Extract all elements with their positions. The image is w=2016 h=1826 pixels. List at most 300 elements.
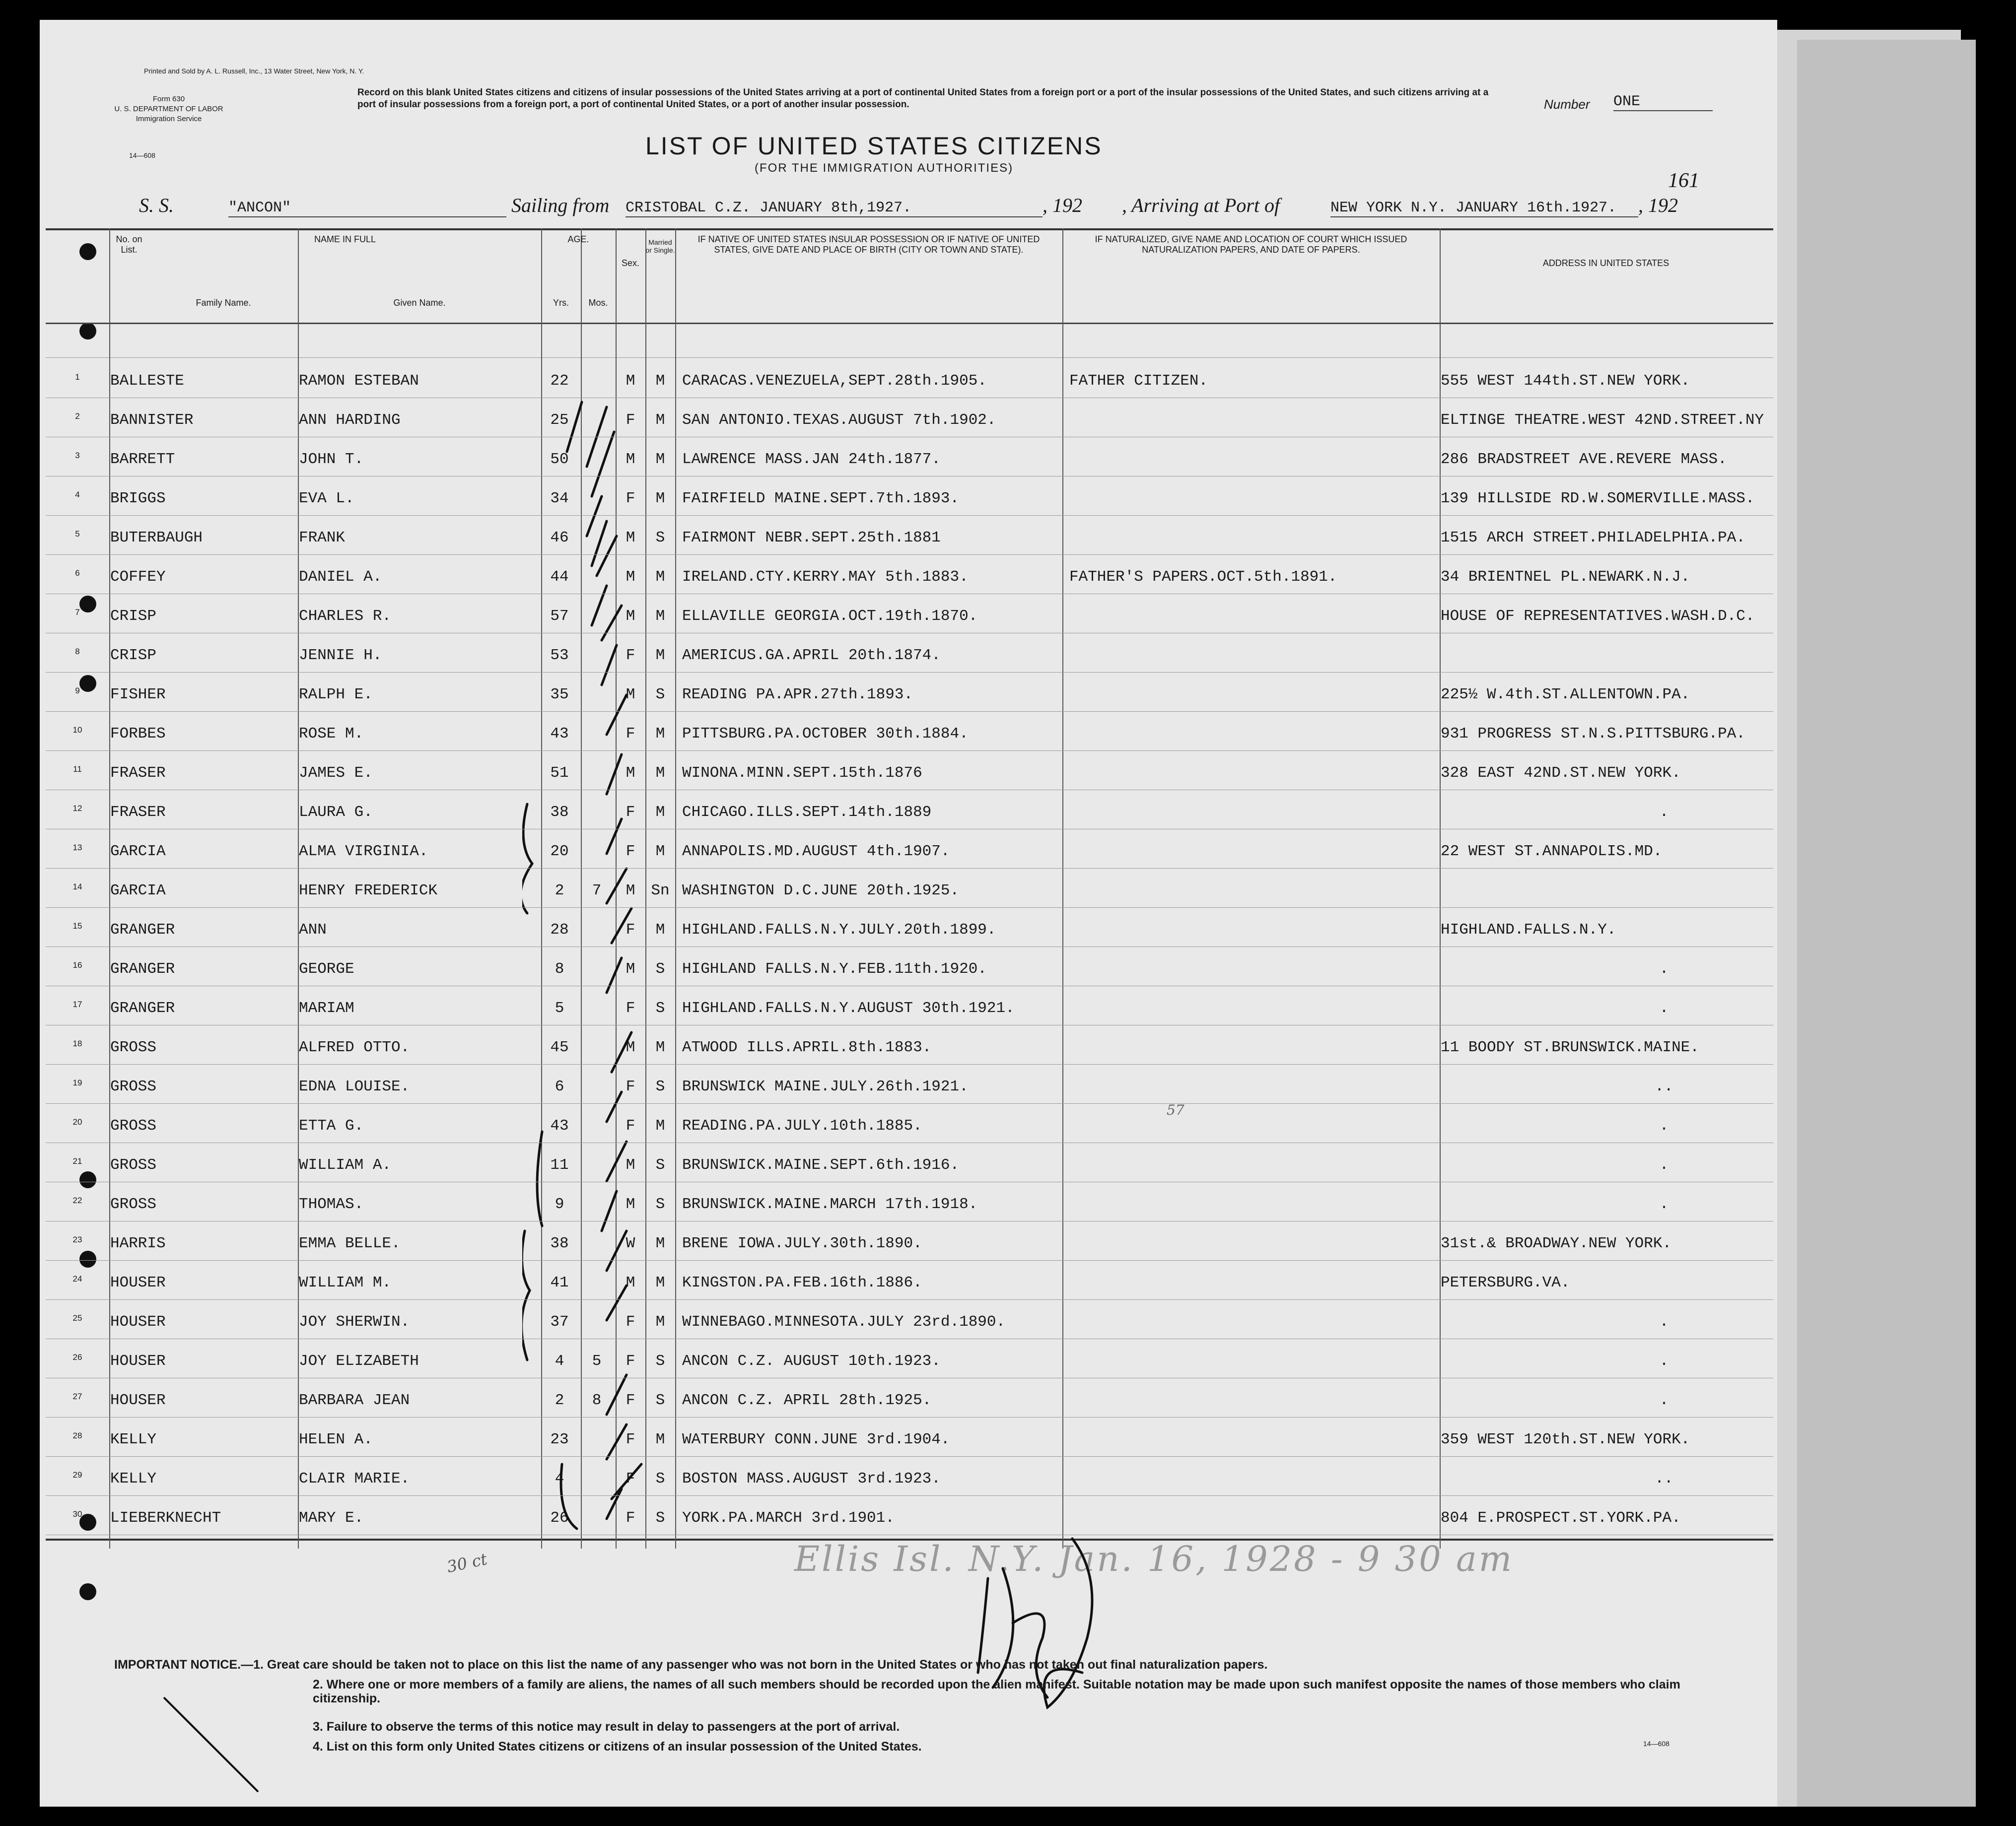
cell-yrs: 28 — [550, 921, 569, 939]
cell-given: MARIAM — [299, 1000, 354, 1017]
cell-given: HELEN A. — [299, 1431, 373, 1448]
department: U. S. DEPARTMENT OF LABOR — [114, 105, 223, 113]
cell-no: 4 — [75, 490, 80, 499]
cell-family: GARCIA — [110, 843, 166, 860]
cell-given: ALFRED OTTO. — [299, 1039, 410, 1056]
cell-no: 23 — [72, 1235, 82, 1244]
cell-given: ROSE M. — [299, 725, 364, 743]
cell-addr: 804 E.PROSPECT.ST.YORK.PA. — [1441, 1509, 1681, 1527]
form-subtitle: (FOR THE IMMIGRATION AUTHORITIES) — [755, 161, 1014, 175]
col-header-given: Given Name. — [393, 298, 446, 308]
cell-ms: M — [655, 764, 665, 782]
cell-addr: . — [1659, 1156, 1669, 1174]
cell-family: HOUSER — [110, 1313, 166, 1331]
row-rule — [46, 554, 1773, 555]
page-number: 161 — [1668, 169, 1699, 192]
cell-ms: S — [655, 960, 665, 978]
printer-line: Printed and Sold by A. L. Russell, Inc., 13 Water Street, New York, N. Y. — [144, 67, 364, 75]
cell-addr: 359 WEST 120th.ST.NEW YORK. — [1441, 1431, 1690, 1448]
cell-addr: ELTINGE THEATRE.WEST 42ND.STREET.NY — [1441, 411, 1764, 429]
cell-yrs: 51 — [550, 764, 569, 782]
cell-no: 14 — [72, 882, 82, 891]
cell-family: HOUSER — [110, 1274, 166, 1291]
form-number: Form 630 — [152, 95, 185, 103]
cell-no: 27 — [72, 1392, 82, 1401]
col-header-mos: Mos. — [588, 298, 608, 308]
cell-ms: M — [655, 725, 665, 743]
footer-code: 14—608 — [1643, 1740, 1669, 1748]
cell-no: 13 — [72, 843, 82, 852]
cell-yrs: 4 — [555, 1353, 564, 1370]
cell-given: WILLIAM A. — [299, 1156, 392, 1174]
cell-sex: F — [626, 804, 635, 821]
cell-yrs: 41 — [550, 1274, 569, 1291]
cell-birth: BRUNSWICK MAINE.JULY.26th.1921. — [682, 1078, 969, 1095]
cell-ms: M — [655, 921, 665, 939]
cell-sex: F — [626, 647, 635, 664]
cell-no: 24 — [72, 1274, 82, 1284]
notice-heading: IMPORTANT NOTICE. — [114, 1658, 241, 1672]
number-value: ONE — [1613, 93, 1713, 111]
cell-addr: . — [1659, 1353, 1669, 1370]
cell-sex: M — [626, 451, 635, 468]
cell-family: COFFEY — [110, 568, 166, 586]
cell-birth: BOSTON MASS.AUGUST 3rd.1923. — [682, 1470, 941, 1488]
cell-mos: 8 — [592, 1392, 602, 1409]
cell-addr: 1515 ARCH STREET.PHILADELPHIA.PA. — [1441, 529, 1745, 546]
cell-addr: 286 BRADSTREET AVE.REVERE MASS. — [1441, 451, 1727, 468]
col-header-married-single: Married or Single. — [645, 238, 675, 254]
cell-ms: M — [655, 411, 665, 429]
cell-given: JOHN T. — [299, 451, 364, 468]
cell-family: GROSS — [110, 1156, 157, 1174]
cell-birth: SAN ANTONIO.TEXAS.AUGUST 7th.1902. — [682, 411, 996, 429]
cell-addr: . — [1659, 1117, 1669, 1135]
cell-ms: S — [655, 1078, 665, 1095]
cell-given: EVA L. — [299, 490, 354, 507]
cell-yrs: 22 — [550, 372, 569, 390]
cell-yrs: 25 — [550, 411, 569, 429]
cell-sex: F — [626, 1313, 635, 1331]
cell-no: 28 — [72, 1431, 82, 1440]
cell-addr: .. — [1655, 1470, 1673, 1488]
cell-ms: S — [655, 1353, 665, 1370]
cell-ms: M — [655, 1117, 665, 1135]
cell-sex: M — [626, 1156, 635, 1174]
cell-no: 10 — [72, 725, 82, 735]
cell-addr: . — [1659, 804, 1669, 821]
cell-given: ALMA VIRGINIA. — [299, 843, 428, 860]
pen-stroke — [154, 1688, 283, 1807]
cell-sex: F — [626, 1431, 635, 1448]
cell-family: GRANGER — [110, 921, 175, 939]
cell-addr: . — [1659, 1313, 1669, 1331]
cell-sex: M — [626, 372, 635, 390]
cell-addr: 34 BRIENTNEL PL.NEWARK.N.J. — [1441, 568, 1690, 586]
cell-no: 6 — [75, 568, 80, 578]
cell-ms: M — [655, 1313, 665, 1331]
record-instructions: Record on this blank United States citizens and citizens of insular possessions of the United States arriving at a port of continental United States from a foreign port or a port of the insular possessions of the United States, and such citizens arriving at a port of insular possessions from a foreign port, a port of continental United States, or a port of another insular possession. — [357, 87, 1489, 110]
cell-given: FRANK — [299, 529, 346, 546]
cell-ms: M — [655, 451, 665, 468]
cell-given: RALPH E. — [299, 686, 373, 703]
cell-yrs: 2 — [555, 882, 564, 899]
cell-sex: F — [626, 1353, 635, 1370]
cell-birth: FAIRMONT NEBR.SEPT.25th.1881 — [682, 529, 941, 546]
cell-mos: 7 — [592, 882, 602, 899]
col-header-name-in-full: NAME IN FULL — [314, 234, 376, 244]
row-rule — [46, 1417, 1773, 1418]
cell-yrs: 38 — [550, 804, 569, 821]
cell-no: 19 — [72, 1078, 82, 1087]
cell-addr: . — [1659, 1196, 1669, 1213]
cell-given: MARY E. — [299, 1509, 364, 1527]
manifest-sheet — [40, 20, 1777, 1807]
cell-sex: M — [626, 764, 635, 782]
col-header-address: ADDRESS IN UNITED STATES — [1542, 258, 1669, 268]
cell-sex: F — [626, 1117, 635, 1135]
cell-family: GARCIA — [110, 882, 166, 899]
service: Immigration Service — [136, 115, 202, 123]
cell-birth: WATERBURY CONN.JUNE 3rd.1904. — [682, 1431, 950, 1448]
cell-family: GROSS — [110, 1196, 157, 1213]
year-1: , 192 — [1043, 194, 1082, 216]
cell-given: WILLIAM M. — [299, 1274, 392, 1291]
cell-yrs: 5 — [555, 1000, 564, 1017]
cell-yrs: 43 — [550, 1117, 569, 1135]
cell-birth: WINONA.MINN.SEPT.15th.1876 — [682, 764, 922, 782]
cell-family: FISHER — [110, 686, 166, 703]
row-rule — [46, 711, 1773, 712]
cell-birth: READING.PA.JULY.10th.1885. — [682, 1117, 922, 1135]
cell-given: LAURA G. — [299, 804, 373, 821]
row-rule — [46, 750, 1773, 751]
cell-ms: M — [655, 1235, 665, 1252]
cell-ms: S — [655, 1392, 665, 1409]
cell-sex: W — [626, 1235, 635, 1252]
cell-birth: ATWOOD ILLS.APRIL.8th.1883. — [682, 1039, 932, 1056]
cell-sex: F — [626, 411, 635, 429]
cell-given: ANN — [299, 921, 327, 939]
cell-sex: M — [626, 882, 635, 899]
cell-ms: M — [655, 1039, 665, 1056]
cell-ms: M — [655, 647, 665, 664]
cell-family: GROSS — [110, 1078, 157, 1095]
cell-sex: F — [626, 1392, 635, 1409]
cell-ms: S — [655, 529, 665, 546]
cell-ms: S — [655, 1156, 665, 1174]
notice-item-1: —1. Great care should be taken not to place on this list the name of any passenger who was not born in the United States or who has not taken out final naturalization papers. — [241, 1658, 1268, 1672]
ship-name: "ANCON" — [228, 200, 506, 217]
cell-sex: M — [626, 529, 635, 546]
row-rule — [46, 1299, 1773, 1300]
cell-no: 16 — [72, 960, 82, 970]
cell-yrs: 20 — [550, 843, 569, 860]
row-rule — [46, 868, 1773, 869]
row-rule — [46, 672, 1773, 673]
cell-yrs: 4 — [555, 1470, 564, 1488]
cell-given: ANN HARDING — [299, 411, 401, 429]
row-rule — [46, 1260, 1773, 1261]
cell-yrs: 44 — [550, 568, 569, 586]
cell-no: 2 — [75, 411, 80, 421]
cell-ms: M — [655, 843, 665, 860]
cell-given: HENRY FREDERICK — [299, 882, 438, 899]
cell-family: HARRIS — [110, 1235, 166, 1252]
cell-ms: S — [655, 686, 665, 703]
cell-given: EDNA LOUISE. — [299, 1078, 410, 1095]
form-title: LIST OF UNITED STATES CITIZENS — [645, 132, 1103, 160]
handwritten-note: 57 — [1167, 1102, 1184, 1118]
arriving-label: , Arriving at Port of — [1122, 194, 1280, 216]
cell-no: 3 — [75, 451, 80, 460]
cell-birth: BRUNSWICK.MAINE.MARCH 17th.1918. — [682, 1196, 978, 1213]
cell-ms: M — [655, 372, 665, 390]
cell-given: JAMES E. — [299, 764, 373, 782]
cell-no: 5 — [75, 529, 80, 539]
cell-yrs: 35 — [550, 686, 569, 703]
cell-yrs: 9 — [555, 1196, 564, 1213]
cell-yrs: 57 — [550, 608, 569, 625]
cell-family: BANNISTER — [110, 411, 194, 429]
cell-addr: .. — [1655, 1078, 1673, 1095]
cell-yrs: 2 — [555, 1392, 564, 1409]
cell-addr: . — [1659, 1000, 1669, 1017]
cell-addr: 139 HILLSIDE RD.W.SOMERVILLE.MASS. — [1441, 490, 1755, 507]
cell-no: 21 — [72, 1156, 82, 1166]
cell-yrs: 53 — [550, 647, 569, 664]
arrival-stamp: Ellis Isl. N.Y. Jan. 16, 1928 - 9 30 am — [794, 1539, 1514, 1579]
cell-ms: S — [655, 1470, 665, 1488]
cell-yrs: 34 — [550, 490, 569, 507]
col-header-yrs: Yrs. — [553, 298, 569, 308]
cell-given: THOMAS. — [299, 1196, 364, 1213]
cell-given: RAMON ESTEBAN — [299, 372, 419, 390]
cell-addr: 22 WEST ST.ANNAPOLIS.MD. — [1441, 843, 1663, 860]
cell-birth: READING PA.APR.27th.1893. — [682, 686, 913, 703]
cell-yrs: 37 — [550, 1313, 569, 1331]
ss-label: S. S. — [139, 194, 174, 216]
passenger-table — [46, 228, 1773, 1549]
notice-item-3: 3. Failure to observe the terms of this notice may result in delay to passengers at the port of arrival. — [313, 1720, 900, 1734]
cell-ms: M — [655, 1431, 665, 1448]
cell-nat: FATHER CITIZEN. — [1069, 372, 1208, 390]
cell-birth: ANCON C.Z. APRIL 28th.1925. — [682, 1392, 932, 1409]
number-label: Number — [1544, 97, 1590, 112]
arriving-port-value: NEW YORK N.Y. JANUARY 16th.1927. — [1330, 200, 1638, 217]
cell-birth: CHICAGO.ILLS.SEPT.14th.1889 — [682, 804, 932, 821]
cell-birth: BRUNSWICK.MAINE.SEPT.6th.1916. — [682, 1156, 960, 1174]
cell-ms: S — [655, 1000, 665, 1017]
cell-sex: F — [626, 1470, 635, 1488]
background-page-2 — [1797, 40, 1976, 1807]
cell-birth: AMERICUS.GA.APRIL 20th.1874. — [682, 647, 941, 664]
cell-family: KELLY — [110, 1431, 157, 1448]
cell-birth: LAWRENCE MASS.JAN 24th.1877. — [682, 451, 941, 468]
cell-no: 8 — [75, 647, 80, 656]
cell-birth: WINNEBAGO.MINNESOTA.JULY 23rd.1890. — [682, 1313, 1006, 1331]
cell-sex: F — [626, 725, 635, 743]
cell-sex: M — [626, 608, 635, 625]
cell-given: CLAIR MARIE. — [299, 1470, 410, 1488]
cell-addr: PETERSBURG.VA. — [1441, 1274, 1570, 1291]
cell-birth: HIGHLAND.FALLS.N.Y.AUGUST 30th.1921. — [682, 1000, 1015, 1017]
cell-family: BUTERBAUGH — [110, 529, 203, 546]
cell-ms: S — [655, 1509, 665, 1527]
row-rule — [46, 515, 1773, 516]
cell-family: HOUSER — [110, 1353, 166, 1370]
cell-birth: BRENE IOWA.JULY.30th.1890. — [682, 1235, 922, 1252]
cell-ms: M — [655, 490, 665, 507]
cell-yrs: 45 — [550, 1039, 569, 1056]
cell-addr: HOUSE OF REPRESENTATIVES.WASH.D.C. — [1441, 608, 1755, 625]
notice-item-4: 4. List on this form only United States citizens or citizens of an insular possession of the United States. — [313, 1740, 922, 1754]
handwritten-total: 30 ct — [445, 1549, 489, 1577]
cell-given: EMMA BELLE. — [299, 1235, 401, 1252]
row-rule — [46, 1456, 1773, 1457]
cell-birth: ANNAPOLIS.MD.AUGUST 4th.1907. — [682, 843, 950, 860]
row-rule — [46, 1495, 1773, 1496]
cell-family: GROSS — [110, 1039, 157, 1056]
cell-sex: F — [626, 1509, 635, 1527]
cell-birth: CARACAS.VENEZUELA,SEPT.28th.1905. — [682, 372, 987, 390]
cell-given: JENNIE H. — [299, 647, 382, 664]
cell-birth: KINGSTON.PA.FEB.16th.1886. — [682, 1274, 922, 1291]
cell-addr: 225½ W.4th.ST.ALLENTOWN.PA. — [1441, 686, 1690, 703]
cell-family: BRIGGS — [110, 490, 166, 507]
cell-birth: ELLAVILLE GEORGIA.OCT.19th.1870. — [682, 608, 978, 625]
cell-no: 11 — [73, 764, 82, 774]
cell-no: 12 — [72, 804, 82, 813]
cell-sex: F — [626, 843, 635, 860]
cell-no: 9 — [75, 686, 80, 695]
cell-sex: F — [626, 1000, 635, 1017]
cell-given: DANIEL A. — [299, 568, 382, 586]
cell-ms: Sn — [651, 882, 670, 899]
cell-family: CRISP — [110, 647, 157, 664]
cell-ms: M — [655, 804, 665, 821]
cell-sex: M — [626, 960, 635, 978]
cell-family: FRASER — [110, 804, 166, 821]
col-header-family: Family Name. — [196, 298, 251, 308]
cell-yrs: 6 — [555, 1078, 564, 1095]
cell-family: GRANGER — [110, 1000, 175, 1017]
col-header-birth: IF NATIVE OF UNITED STATES INSULAR POSSESSION OR IF NATIVE OF UNITED STATES, GIVE DATE AND PLACE OF BIRTH (CITY OR TOWN AND STATE). — [697, 234, 1040, 255]
cell-ms: M — [655, 608, 665, 625]
cell-ms: S — [655, 1196, 665, 1213]
binder-hole — [79, 1583, 96, 1600]
cell-birth: HIGHLAND FALLS.N.Y.FEB.11th.1920. — [682, 960, 987, 978]
cell-no: 22 — [72, 1196, 82, 1205]
cell-family: CRISP — [110, 608, 157, 625]
cell-addr: 328 EAST 42ND.ST.NEW YORK. — [1441, 764, 1681, 782]
cell-yrs: 8 — [555, 960, 564, 978]
row-rule — [46, 907, 1773, 908]
cell-yrs: 43 — [550, 725, 569, 743]
row-rule — [46, 1103, 1773, 1104]
form-code: 14—608 — [129, 151, 155, 159]
cell-no: 7 — [75, 608, 80, 617]
cell-yrs: 26 — [550, 1509, 569, 1527]
notice-item-2: 2. Where one or more members of a family are aliens, the names of all such members should be recorded upon the alien manifest. Suitable notation may be made upon such manifest opposite the names of those members who claim citizenship. — [313, 1678, 1680, 1705]
row-rule — [46, 1064, 1773, 1065]
cell-sex: M — [626, 568, 635, 586]
sailing-label: Sailing from — [511, 194, 610, 216]
sailing-from-value: CRISTOBAL C.Z. JANUARY 8th,1927. — [626, 200, 1043, 217]
cell-addr: 931 PROGRESS ST.N.S.PITTSBURG.PA. — [1441, 725, 1745, 743]
cell-birth: ANCON C.Z. AUGUST 10th.1923. — [682, 1353, 941, 1370]
cell-sex: F — [626, 490, 635, 507]
cell-addr: 555 WEST 144th.ST.NEW YORK. — [1441, 372, 1690, 390]
cell-mos: 5 — [592, 1353, 602, 1370]
cell-given: JOY SHERWIN. — [299, 1313, 410, 1331]
cell-given: JOY ELIZABETH — [299, 1353, 419, 1370]
cell-no: 26 — [72, 1353, 82, 1362]
year-2: , 192 — [1638, 194, 1678, 216]
cell-ms: M — [655, 568, 665, 586]
cell-no: 18 — [72, 1039, 82, 1048]
cell-given: GEORGE — [299, 960, 354, 978]
cell-yrs: 46 — [550, 529, 569, 546]
cell-ms: M — [655, 1274, 665, 1291]
cell-family: FRASER — [110, 764, 166, 782]
cell-no: 30 — [72, 1509, 82, 1519]
cell-no: 1 — [75, 372, 80, 382]
cell-no: 15 — [72, 921, 82, 931]
cell-yrs: 11 — [550, 1156, 569, 1174]
cell-birth: WASHINGTON D.C.JUNE 20th.1925. — [682, 882, 960, 899]
cell-family: GRANGER — [110, 960, 175, 978]
cell-given: CHARLES R. — [299, 608, 392, 625]
col-header-sex: Sex. — [621, 258, 640, 268]
col-header-no: No. on List. — [116, 234, 142, 255]
cell-given: BARBARA JEAN — [299, 1392, 410, 1409]
cell-family: KELLY — [110, 1470, 157, 1488]
cell-addr: 31st.& BROADWAY.NEW YORK. — [1441, 1235, 1672, 1252]
cell-yrs: 23 — [550, 1431, 569, 1448]
cell-yrs: 50 — [550, 451, 569, 468]
cell-addr: . — [1659, 1392, 1669, 1409]
col-header-age: AGE. — [567, 234, 589, 244]
cell-nat: FATHER'S PAPERS.OCT.5th.1891. — [1069, 568, 1337, 586]
cell-sex: F — [626, 921, 635, 939]
cell-birth: HIGHLAND.FALLS.N.Y.JULY.20th.1899. — [682, 921, 996, 939]
col-header-naturalized: IF NATURALIZED, GIVE NAME AND LOCATION OF COURT WHICH ISSUED NATURALIZATION PAPERS, AND DATE OF PAPERS. — [1095, 234, 1407, 255]
cell-sex: M — [626, 1196, 635, 1213]
cell-family: BARRETT — [110, 451, 175, 468]
cell-sex: M — [626, 686, 635, 703]
cell-no: 17 — [72, 1000, 82, 1009]
cell-birth: IRELAND.CTY.KERRY.MAY 5th.1883. — [682, 568, 969, 586]
cell-family: LIEBERKNECHT — [110, 1509, 221, 1527]
cell-sex: M — [626, 1274, 635, 1291]
cell-birth: PITTSBURG.PA.OCTOBER 30th.1884. — [682, 725, 969, 743]
cell-addr: HIGHLAND.FALLS.N.Y. — [1441, 921, 1616, 939]
cell-sex: F — [626, 1078, 635, 1095]
cell-addr: . — [1659, 960, 1669, 978]
cell-given: ETTA G. — [299, 1117, 364, 1135]
cell-addr: 11 BOODY ST.BRUNSWICK.MAINE. — [1441, 1039, 1699, 1056]
cell-birth: FAIRFIELD MAINE.SEPT.7th.1893. — [682, 490, 960, 507]
cell-no: 29 — [72, 1470, 82, 1480]
cell-family: HOUSER — [110, 1392, 166, 1409]
cell-sex: M — [626, 1039, 635, 1056]
cell-family: BALLESTE — [110, 372, 184, 390]
cell-no: 25 — [72, 1313, 82, 1323]
cell-family: FORBES — [110, 725, 166, 743]
cell-family: GROSS — [110, 1117, 157, 1135]
cell-birth: YORK.PA.MARCH 3rd.1901. — [682, 1509, 895, 1527]
